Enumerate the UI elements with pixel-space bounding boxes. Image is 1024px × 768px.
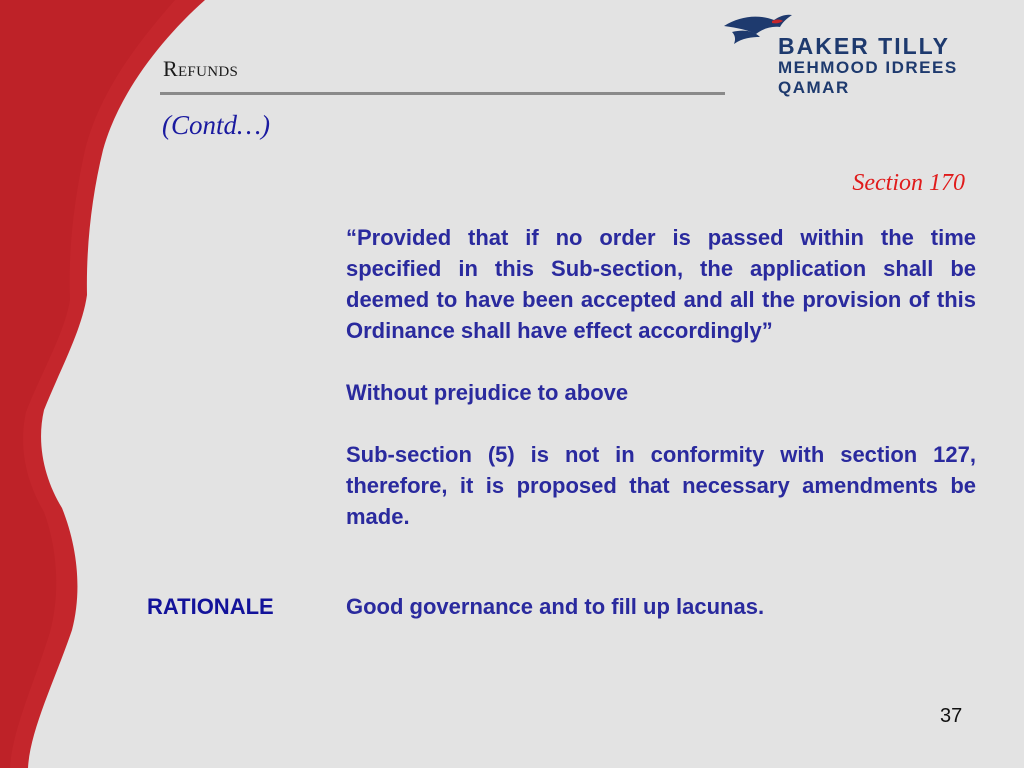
subsection-paragraph: Sub-section (5) is not in conformity with section 127, therefore, it is proposed that necessary amendments be made. <box>346 442 976 529</box>
section-reference: Section 170 <box>852 170 965 196</box>
logo-line-3: QAMAR <box>778 78 850 97</box>
rationale-text: Good governance and to fill up lacunas. <box>346 594 765 619</box>
body-content <box>346 222 976 563</box>
logo-line-2: MEHMOOD IDREES <box>778 58 958 77</box>
prejudice-paragraph: Without prejudice to above <box>346 380 629 405</box>
company-logo-text <box>778 34 958 98</box>
logo-line-1: BAKER TILLY <box>778 33 950 59</box>
rationale-label: RATIONALE <box>147 594 274 619</box>
flame-inner-highlight <box>0 0 175 768</box>
title-divider <box>160 92 725 95</box>
slide-title: Refunds <box>163 56 239 81</box>
page-number: 37 <box>940 705 963 727</box>
continued-label: (Contd…) <box>162 110 270 140</box>
proviso-paragraph: “Provided that if no order is passed within the time specified in this Sub-section, the application shall be deemed to have been accepted and all the provision of this Ordinance shall have effect accordingly” <box>346 225 976 343</box>
